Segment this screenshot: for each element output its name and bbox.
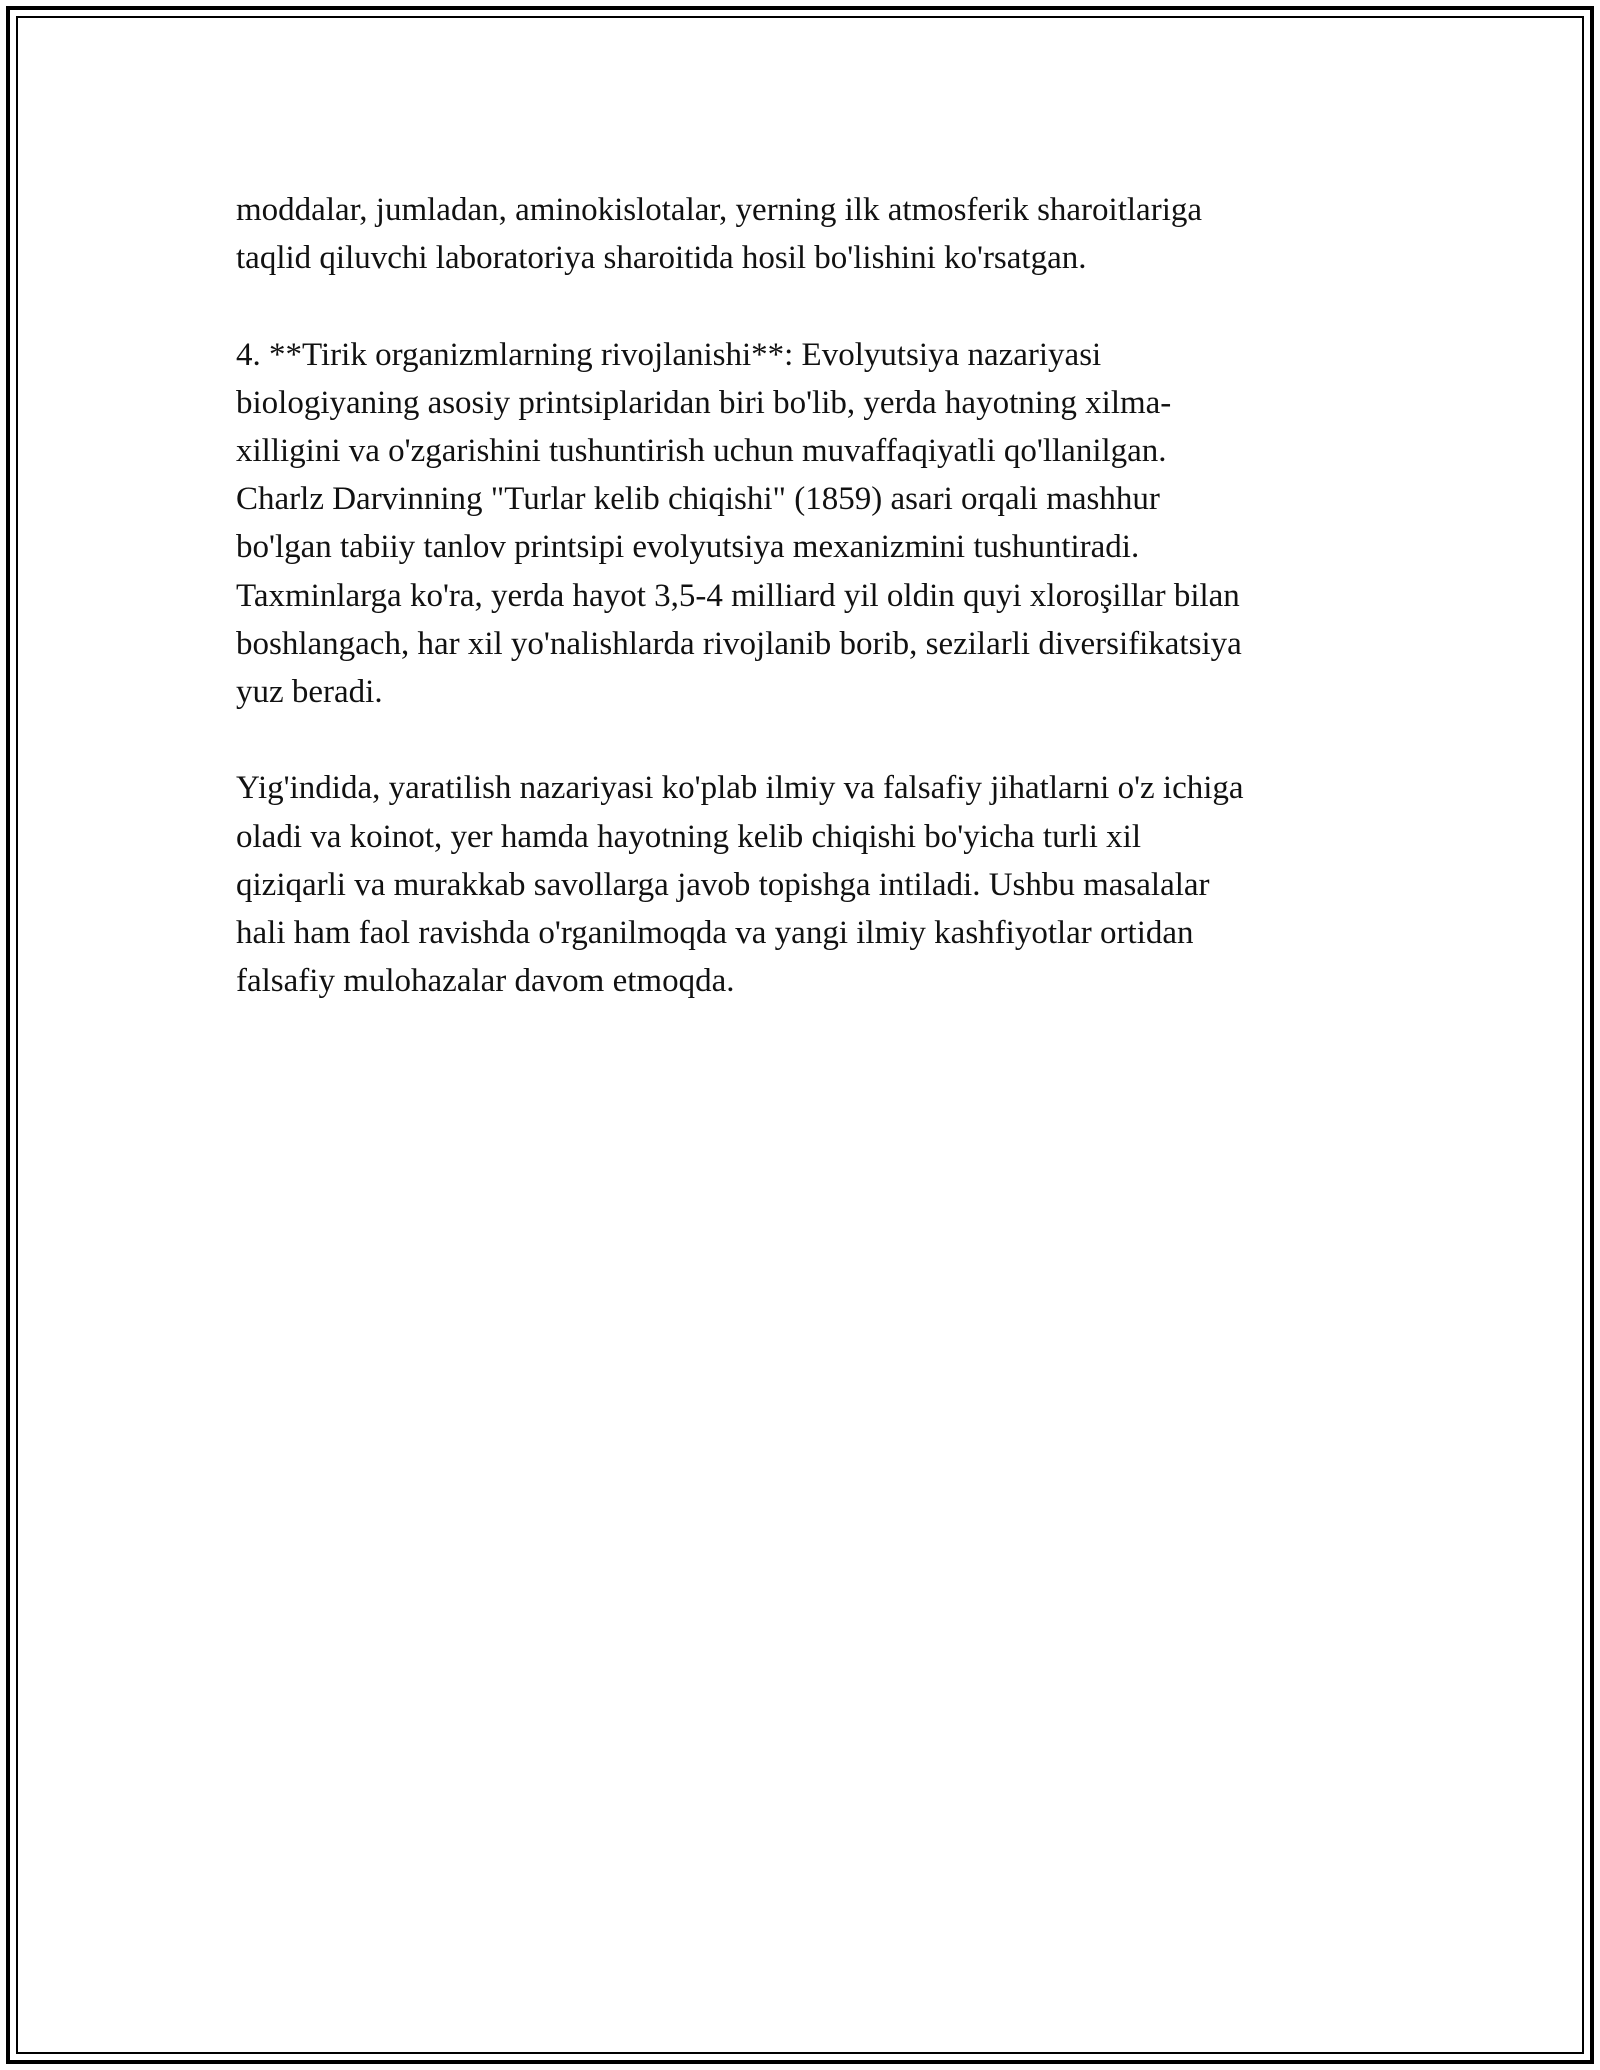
- paragraph-continuation: moddalar, jumladan, aminokislotalar, yerning ilk atmosferik sharoitlariga taqlid qiluvchi laboratoriya sharoitida hosil bo'lishini ko'rsatgan.: [236, 192, 1203, 277]
- paragraph-item-4: 4. **Tirik organizmlarning rivojlanishi**: Evolyutsiya nazariyasi biologiyaning asosiy printsiplaridan biri bo'lib, yerda hayotning xilma- xilligini va o'zgarishini tushuntirish uchun muvaffaqiyatli qo'llanilgan. Charlz Darvinning "Turlar kelib chiqishi" (1859) asari orqali mashhur bo'lgan tabiiy tanlov printsipi evolyutsiya mexanizmini tushuntiradi. Taxminlarga ko'ra, yerda hayot 3,5-4 milliard yil oldin quyi xloroşillar bilan boshlangach, har xil yo'nalishlarda rivojlanib borib, sezilarli diversifikatsiya yuz beradi.: [236, 336, 1242, 711]
- document-body: [236, 186, 1366, 1054]
- paragraph-conclusion: Yig'indida, yaratilish nazariyasi ko'plab ilmiy va falsafiy jihatlarni o'z ichiga oladi va koinot, yer hamda hayotning kelib chiqishi bo'yicha turli xil qiziqarli va murakkab savollarga javob topishga intiladi. Ushbu masalalar hali ham faol ravishda o'rganilmoqda va yangi ilmiy kashfiyotlar ortidan falsafiy mulohazalar davom etmoqda.: [236, 770, 1244, 1000]
